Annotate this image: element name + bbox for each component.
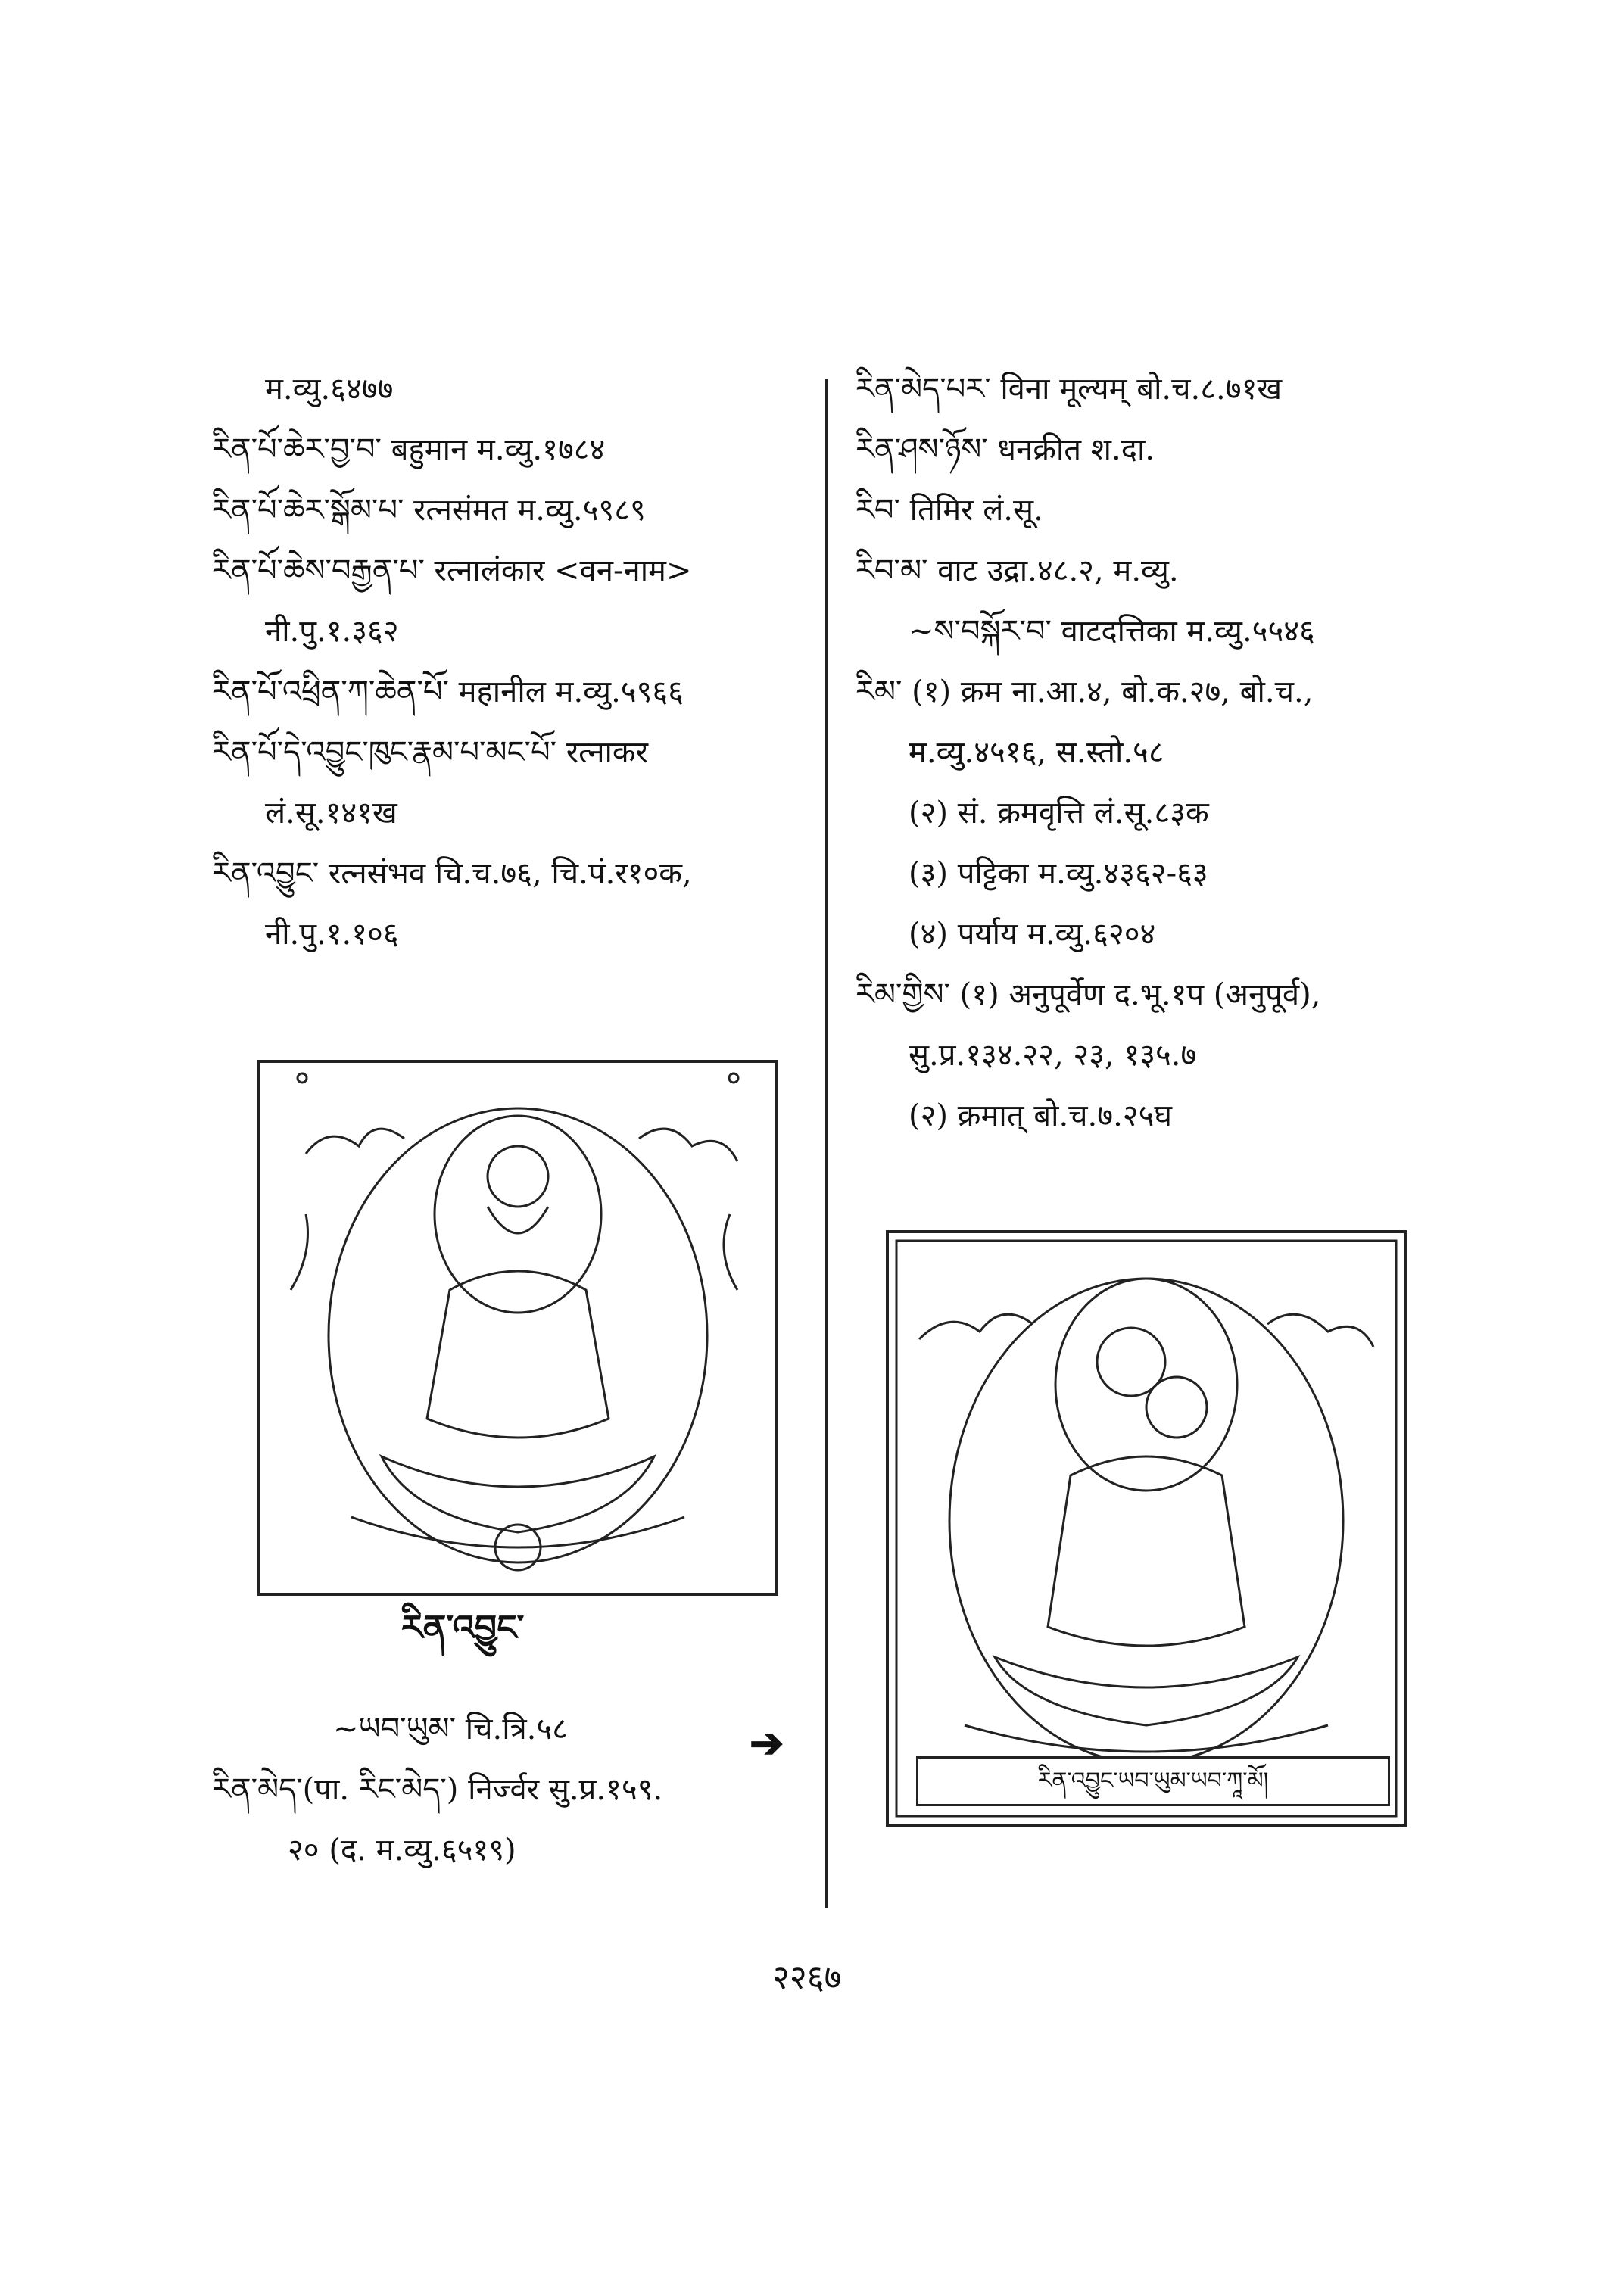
entry-line: (४) पर्याय म.व्यु.६२०४ (909, 917, 1156, 952)
entry-line: རིན་མེད་(पा. རིང་མེད་) निर्ज्वर सु.प्र.१५९. (212, 1772, 663, 1807)
right-column (856, 371, 1446, 1158)
column-divider (825, 379, 828, 1908)
entry-line: རིན་པོ་ཆེས་བརྒྱན་པ་ रत्नालंकार <वन-नाम> (212, 553, 692, 588)
entry-line: (२) सं. क्रमवृत्ति लं.सू.८३क (909, 796, 1209, 830)
entry-line: ~ཡབ་ཡུམ་ चि.त्रि.५८ (333, 1712, 568, 1746)
deity-illustration-right (886, 1230, 1407, 1827)
deity-drawing (260, 1063, 775, 1593)
left-bottom-entries (212, 1711, 663, 1893)
entry-line: लं.सू.१४१ख (265, 796, 397, 830)
entry-line: རིན་པོ་དེ་འབྱུང་ཁུང་རྣམ་པ་མང་པོ་ रत्नाकर (212, 735, 648, 770)
entry-line: རིན་པོ་ཆེར་སྒོམ་པ་ रत्नसंमत म.व्यु.५९८९ (212, 493, 646, 528)
entry-line: རིབ་མ་ वाट उद्रा.४८.२, म.व्यु. (856, 553, 1179, 588)
entry-line: नी.पु.१.१०६ (265, 917, 399, 952)
page-number: २२६७ (772, 1958, 842, 1997)
deity-drawing (889, 1233, 1404, 1824)
entry-line: सु.प्र.१३४.२२, २३, १३५.७ (909, 1038, 1197, 1073)
entry-line: རིན་མེད་པར་ विना मूल्यम् बो.च.८.७१ख (856, 372, 1283, 407)
entry-line: རིན་པོ་འཕྲིན་ཀ་ཆེན་པོ་ महानील म.व्यु.५९६६ (212, 675, 684, 709)
entry-line: རིམ་ (१) क्रम ना.आ.४, बो.क.२७, बो.च., (856, 675, 1314, 709)
entry-line: म.व्यु.६४७७ (265, 372, 394, 407)
figure-caption-right: རིན་འབྱུང་ཡབ་ཡུམ་ཡབ་ཀཱ་མོ། (916, 1756, 1390, 1806)
left-column (212, 371, 803, 977)
entry-line: རིན་པོ་ཆེར་བྱ་བ་ बहुमान म.व्यु.१७८४ (212, 432, 606, 467)
entry-line: རིམ་གྱིས་ (१) अनुपूर्वेण द.भू.१प (अनुपूर्व), (856, 977, 1321, 1012)
deity-illustration-left (257, 1060, 778, 1596)
entry-line: नी.पु.१.३६२ (265, 614, 399, 649)
entry-line: म.व्यु.४५१६, स.स्तो.५८ (909, 735, 1164, 770)
entry-line: རིན་ཤས་ཉོས་ धनक्रीत श.दा. (856, 432, 1155, 467)
entry-line: (३) पट्टिका म.व्यु.४३६२-६३ (909, 856, 1208, 891)
entry-line: (२) क्रमात् बो.च.७.२५घ (909, 1098, 1173, 1133)
figure-caption-left: རིན་འབྱུང་ (401, 1607, 525, 1648)
entry-line: ~ས་བསྐོར་བ་ वाटदत्तिका म.व्यु.५५४६ (909, 614, 1315, 649)
entry-line: རིབ་ तिमिर लं.सू. (856, 493, 1043, 528)
entry-line: २० (द. म.व्यु.६५१९) (288, 1833, 516, 1868)
entry-line: རིན་འབྱུང་ रत्नसंभव चि.च.७६, चि.पं.र१०क, (212, 856, 692, 891)
arrow-icon: ➔ (750, 1718, 784, 1767)
